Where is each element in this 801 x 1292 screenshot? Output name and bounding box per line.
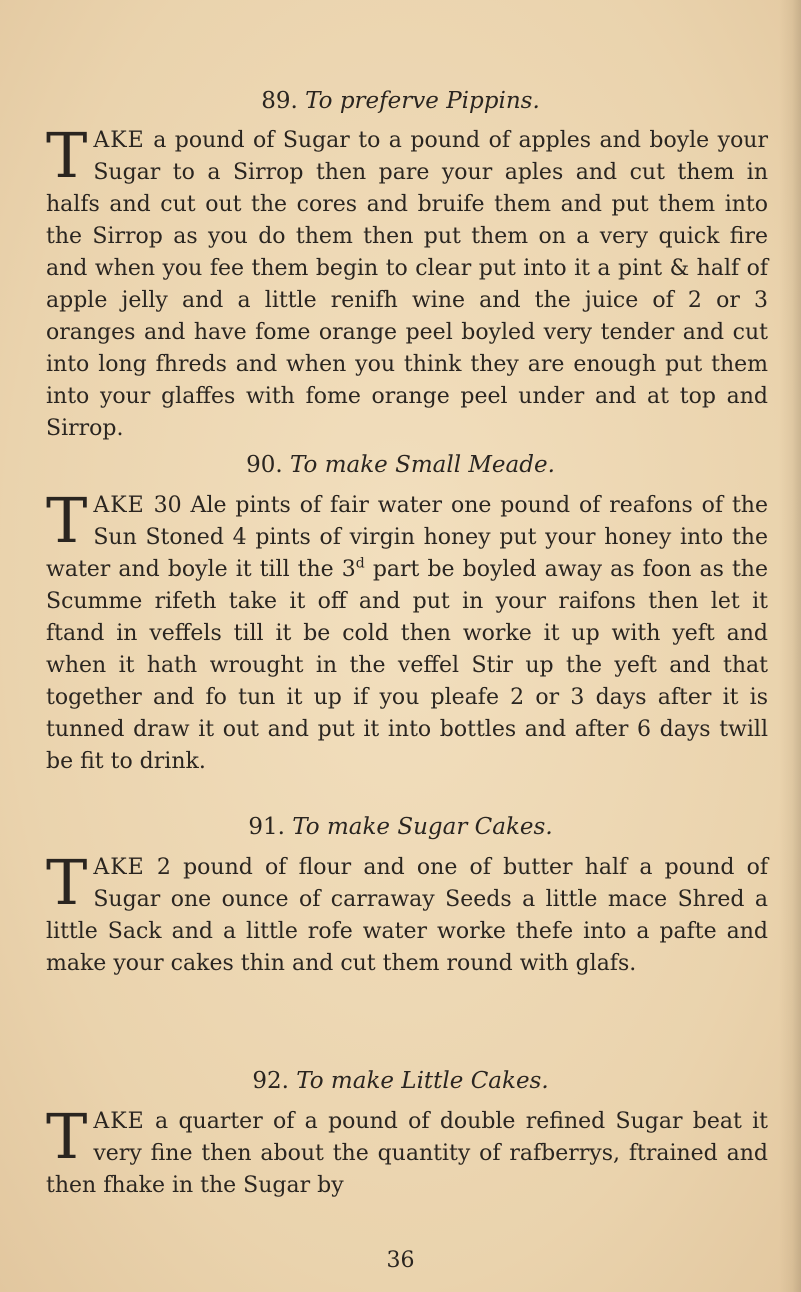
- recipe-heading: [0, 86, 801, 116]
- lead-word: AKE: [93, 855, 145, 880]
- lead-word: AKE: [93, 128, 145, 153]
- recipe-number: 92.: [252, 1068, 289, 1094]
- recipe-number: 89.: [261, 88, 298, 114]
- recipe-text: [46, 1100, 768, 1202]
- recipe-text: [46, 484, 768, 778]
- recipe-title: To make Small Meade.: [289, 452, 555, 478]
- recipe-body: a pound of Sugar to a pound of apples and boyle your Sugar to a Sirrop then pare your aples and cut them in halfs and cut out the cores and bruife them and put them into the Sirrop as you do them then put them on a very quick fire and when you fee them begin to clear put into it a pint & half of apple jelly and a little renifh wine and the juice of 2 or 3 oranges and have fome orange peel boyled very tender and cut into long fhreds and when you think they are enough put them into your glaffes with fome orange peel under and at top and Sirrop.: [46, 128, 768, 441]
- recipe-heading: [0, 450, 801, 480]
- drop-cap: T: [46, 119, 88, 192]
- recipe-title: To make Sugar Cakes.: [292, 814, 553, 840]
- recipe-text: [46, 119, 768, 445]
- recipe-title: To make Little Cakes.: [296, 1068, 549, 1094]
- recipe-title: To preferve Pippins.: [305, 88, 540, 114]
- drop-cap: T: [46, 846, 88, 919]
- recipe-body-continued: part be boyled away as foon as the Scumme rifeth take it off and put in your raifons then let it ftand in veffels till it be cold then worke it up with yeft and when it hath wrought in the veffel Stir up the yeft and that together and fo tun it up if you pleafe 2 or 3 days after it is tunned draw it out and put it into bottles and after 6 days twill be fit to drink.: [46, 557, 768, 774]
- recipe-number: 91.: [248, 814, 285, 840]
- recipe-number: 90.: [246, 452, 283, 478]
- drop-cap: T: [46, 1100, 88, 1173]
- superscript: d: [355, 555, 365, 572]
- recipe-heading: [0, 812, 801, 842]
- drop-cap: T: [46, 484, 88, 557]
- recipe-body: 30 Ale pints of fair water one pound of reafons of the Sun Stoned 4 pints of virgin honey put your honey into the water and boyle it till the 3: [46, 493, 768, 582]
- lead-word: AKE: [93, 493, 145, 518]
- recipe-body: 2 pound of flour and one of butter half a pound of Sugar one ounce of carraway Seeds a little mace Shred a little Sack and a little rofe water worke thefe into a pafte and make your cakes thin and cut them round with glafs.: [46, 855, 768, 976]
- lead-word: AKE: [93, 1109, 145, 1134]
- recipe-body: a quarter of a pound of double refined Sugar beat it very fine then about the quantity of rafberrys, ftrained and then fhake in the Sugar by: [46, 1109, 768, 1198]
- page-number: 36: [386, 1248, 415, 1273]
- recipe-heading: [0, 1066, 801, 1096]
- recipe-text: [46, 846, 768, 980]
